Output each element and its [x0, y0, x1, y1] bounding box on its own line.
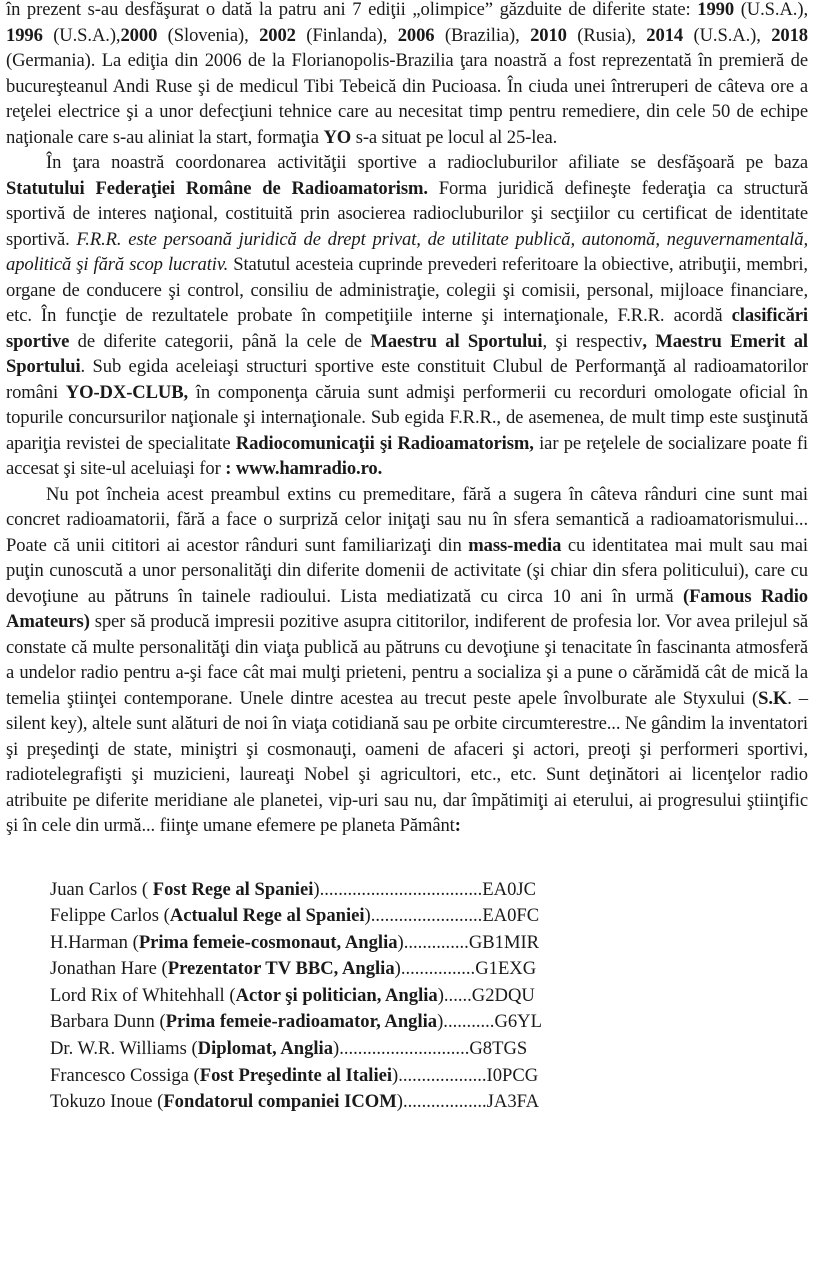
list-item — [50, 1009, 808, 1036]
bold-text: 1996 — [6, 24, 43, 46]
text-run: în prezent s-au desfăşurat o dată la patru ani 7 ediţii „olimpice” găzduite de diferite state: — [6, 0, 698, 20]
text-run: (Finlanda), — [295, 24, 398, 46]
text-run: . – silent key), altele sunt alături de noi în viaţa cotidiană sau pe orbite circumterestre... Ne gândim la inventatori şi preşedinţi de state, miniştri şi cosmonauţi, oameni de afaceri şi actori, preoţi şi performeri sportivi, radiotelegrafişti şi muzicieni, laureaţi Nobel şi agricultori, etc., etc. Sunt deţinători ai licenţelor radio atribuite pe diferite meridiane ale planetei, vip-uri sau nu, dar împătimiţi ai eterului, ai progresului ştiinţific şi în cele din urmă... fiinţe umane efemere pe planeta Pământ — [6, 687, 808, 836]
callsign: G6YL — [494, 1011, 542, 1033]
text-run: Forma juridică defineşte federaţia ca structură sportivă de interes naţional, costituită prin asocierea radiocluburilor şi secţiilor cu certificat de identitate sportivă. — [6, 177, 808, 250]
bold-text: Radiocomunicaţii şi Radioamatorism, — [235, 432, 534, 454]
person-name: H.Harman ( — [50, 931, 139, 953]
list-item — [50, 1036, 808, 1063]
text-run: (U.S.A.), — [42, 24, 121, 46]
person-title: Prima femeie-cosmonaut, Anglia — [138, 931, 398, 953]
leader-dots: ).................. — [396, 1091, 487, 1113]
list-item — [50, 983, 808, 1010]
callsign: EA0FC — [482, 905, 540, 927]
person-name: Felippe Carlos ( — [50, 905, 170, 927]
person-name: Juan Carlos ( — [50, 878, 153, 900]
bold-text: 2018 — [771, 24, 808, 46]
text-run: cu identitatea mai mult sau mai puţin cunoscută a unor personalităţi din diferite domenii de activitate (şi chiar din sfera politicului), care cu devoţiune au pătruns în tainele radioului. Lista mediatizată cu circa 10 ani în urmă — [6, 534, 808, 607]
leader-dots: )................ — [394, 958, 476, 980]
bold-text: Statutului Federaţiei Române de Radioamatorism. — [6, 177, 428, 199]
list-item — [50, 930, 808, 957]
leader-dots: )................................... — [313, 878, 483, 900]
text-run: iar pe reţelele de socializare poate fi accesat şi site-ul aceluiaşi for — [6, 432, 809, 479]
text-run: (Slovenia), — [157, 24, 260, 46]
person-title: Actor şi politician, Anglia — [235, 984, 438, 1006]
person-title: Prezentator TV BBC, Anglia — [167, 958, 395, 980]
paragraph-olympic-editions — [6, 0, 808, 150]
text-run: , şi respectiv — [542, 330, 643, 352]
person-title: Actualul Rege al Spaniei — [169, 905, 365, 927]
person-name: Jonathan Hare ( — [50, 958, 168, 980]
bold-text: (Famous Radio Amateurs) — [6, 585, 808, 632]
text-run: sper să producă impresii pozitive asupra cititorilor, indiferent de profesia lor. Vor avea prilejul să constate că multe personalităţi din viaţa publică au pătruns cu devoţiune şi tenacitate în fascinanta atmosferă a undelor radio pentru a-şi face cât mai mulţi prieteni, pentru a socializa şi a pune o cărămidă cât de mică la temelia ştiinţei contemporane. Unele dintre acestea au trecut peste apele învolburate ale Styxului ( — [6, 611, 808, 709]
person-title: Fost Rege al Spaniei — [152, 878, 314, 900]
body-text — [6, 0, 808, 839]
person-title: Prima femeie-radioamator, Anglia — [165, 1011, 438, 1033]
paragraph-famous-radio-amateurs — [6, 482, 808, 839]
callsign: EA0JC — [482, 878, 537, 900]
bold-text: YO — [323, 126, 352, 148]
bold-text: : www.hamradio.ro. — [225, 458, 383, 479]
leader-dots: )...... — [437, 984, 472, 1006]
text-run: (Germania). La ediţia din 2006 de la Florianopolis-Brazilia ţara noastră a fost reprezentată în premieră de bucureşteanul Andi Ruse şi de medicul Tibi Tebeică din Pucioasa. În ciuda unei întreruperi de câteva ore a reţelei electrice şi a unor defecţiuni tehnice care au necesitat timp pentru remediere, din cele 50 de echipe naţionale care s-au aliniat la start, formaţia — [6, 50, 808, 148]
bold-text: YO-DX-CLUB, — [65, 381, 189, 403]
bold-text: , Maestru Emerit al Sportului — [6, 330, 808, 377]
bold-text: Maestru al Sportului — [370, 330, 543, 352]
leader-dots: )........... — [437, 1011, 495, 1033]
bold-text: 2010 — [530, 24, 567, 46]
callsign: G8TGS — [469, 1038, 528, 1060]
text-run: (Rusia), — [566, 24, 647, 46]
person-name: Lord Rix of Whitehhall ( — [50, 984, 236, 1006]
callsign: G1EXG — [475, 958, 537, 980]
text-run: (U.S.A.), — [734, 0, 808, 20]
list-item — [50, 1063, 808, 1090]
text-run: de diferite categorii, până la cele de — [69, 330, 371, 352]
list-item — [50, 877, 808, 904]
text-run: În ţara noastră coordonarea activităţii sportive a radiocluburilor afiliate se desfăşoară pe baza — [46, 152, 808, 173]
leader-dots: )........................ — [364, 905, 483, 927]
bold-text: 2014 — [646, 24, 684, 46]
text-run: Nu pot încheia acest preambul extins cu premeditare, fără a sugera în câteva rânduri cine sunt mai concret radioamatorii, fără a face o surpriză celor iniţaţi sau nu în sfera semantică a radioamatorismului... Poate că unii cititori ai acestor rânduri sunt familiarizaţi din — [6, 483, 808, 556]
text-run: în componenţa căruia sunt admişi performerii cu recorduri omologate oficial în topurile concursurilor naţionale şi internaţionale. Sub egida F.R.R., de asemenea, de mult timp este susţinută apariţia revistei de specialitate — [6, 381, 808, 454]
famous-radio-amateurs-list — [6, 877, 808, 1116]
leader-dots: ).............. — [397, 931, 469, 953]
bold-text: clasificări sportive — [6, 305, 808, 352]
bold-text: : — [454, 815, 461, 836]
person-title: Diplomat, Anglia — [197, 1038, 334, 1060]
person-name: Tokuzo Inoue ( — [50, 1091, 164, 1113]
list-item — [50, 1089, 808, 1116]
leader-dots: )................... — [392, 1064, 487, 1086]
person-title: Fost Preşedinte al Italiei — [199, 1064, 393, 1086]
leader-dots: )............................ — [333, 1038, 470, 1060]
bold-text: 2002 — [259, 24, 296, 46]
paragraph-frr-statute — [6, 150, 808, 482]
text-run: (Brazilia), — [434, 24, 531, 46]
list-item — [50, 956, 808, 983]
bold-text: mass-media — [468, 534, 562, 556]
text-run: . Sub egida aceleiaşi structuri sportive este constituit Clubul de Performanţă al radioamatorilor români — [6, 356, 808, 403]
callsign: JA3FA — [486, 1091, 540, 1113]
text-run: s-a situat pe locul al 25-lea. — [351, 126, 558, 148]
callsign: GB1MIR — [468, 931, 540, 953]
italic-text: F.R.R. este persoană juridică de drept privat, de utilitate publică, autonomă, neguvernamentală, apolitică şi fără scop lucrativ. — [6, 228, 808, 275]
callsign: I0PCG — [486, 1064, 539, 1086]
person-name: Francesco Cossiga ( — [50, 1064, 200, 1086]
bold-text: 1990 — [697, 0, 735, 20]
person-name: Barbara Dunn ( — [50, 1011, 166, 1033]
text-run: (U.S.A.), — [683, 24, 772, 46]
person-name: Dr. W.R. Williams ( — [50, 1038, 198, 1060]
text-run: Statutul acesteia cuprinde prevederi referitoare la obiective, atribuţii, membri, organe de conducere şi control, consiliu de administraţie, colegii şi comisii, personal, mijloace financiare, etc. În funcţie de rezultatele probate în competiţiile interne şi internaţionale, F.R.R. acordă — [6, 254, 808, 326]
person-title: Fondatorul companiei ICOM — [163, 1091, 397, 1113]
bold-text: 2006 — [397, 24, 435, 46]
list-item — [50, 903, 808, 930]
callsign: G2DQU — [471, 984, 535, 1006]
bold-text: 2000 — [120, 24, 158, 46]
bold-text: S.K — [758, 687, 788, 709]
